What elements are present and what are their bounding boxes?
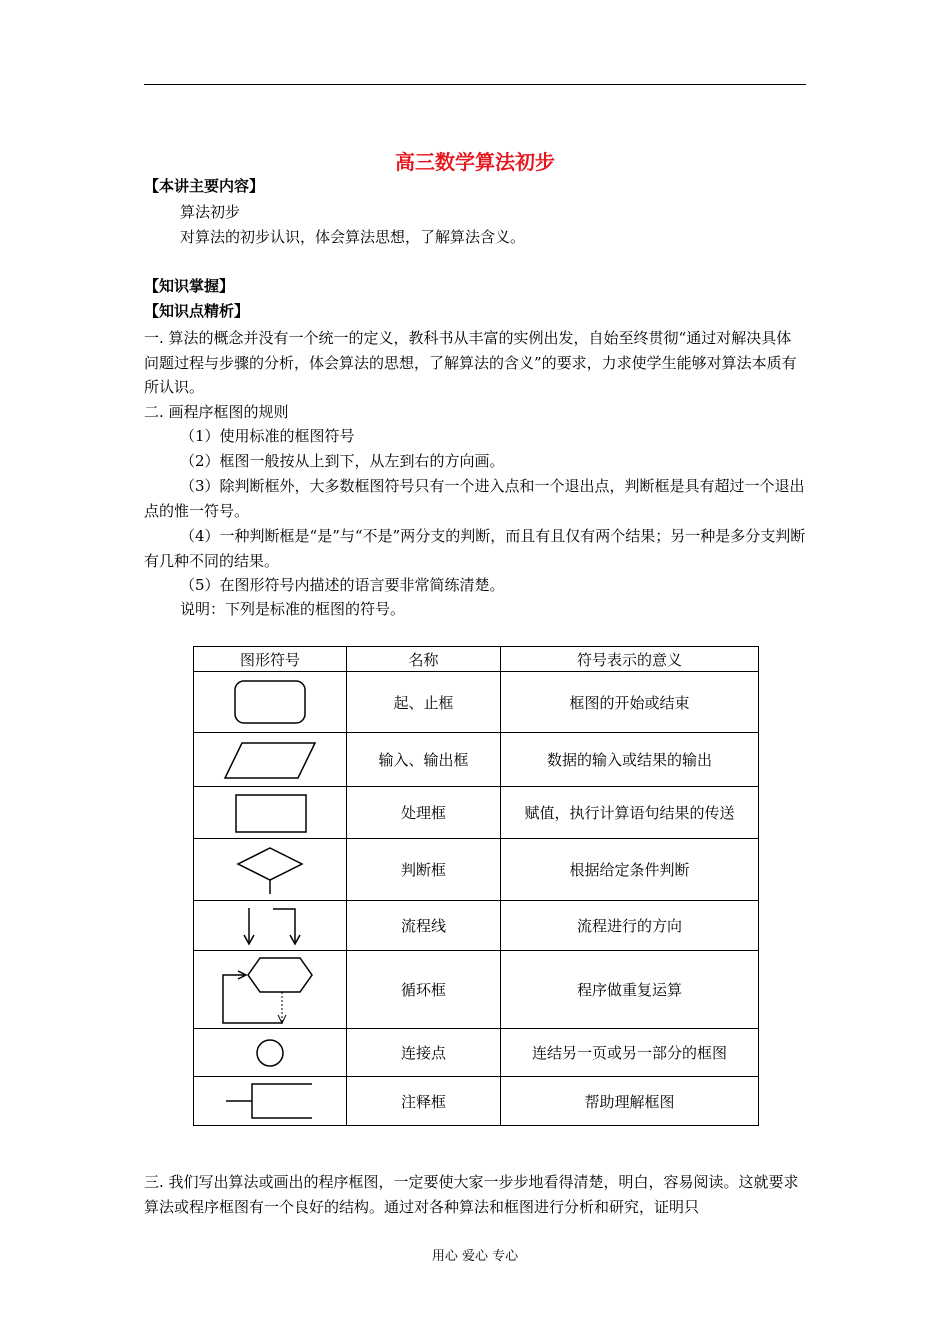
terminal-shape-icon bbox=[194, 672, 347, 733]
rule-2: （2）框图一般按从上到下，从左到右的方向画。 bbox=[180, 452, 505, 470]
table-row bbox=[194, 787, 759, 839]
row-name: 流程线 bbox=[347, 901, 501, 951]
connector-circle-icon bbox=[194, 1029, 347, 1077]
table-row bbox=[194, 839, 759, 901]
content-line-1: 算法初步 bbox=[180, 203, 241, 221]
row-meaning: 赋值，执行计算语句结果的传送 bbox=[501, 787, 759, 839]
diamond-shape-icon bbox=[194, 839, 347, 901]
paragraph-1: 一. 算法的概念并没有一个统一的定义，教科书从丰富的实例出发，自始至终贯彻“通过对解决具体问题过程与步骤的分析，体会算法的思想，了解算法的含义”的要求，力求使学生能够对算法本质有所认识。 bbox=[144, 329, 797, 396]
symbol-note: 说明：下列是标准的框图的符号。 bbox=[180, 600, 406, 618]
header-name: 名称 bbox=[347, 647, 501, 672]
rectangle-shape-icon bbox=[194, 787, 347, 839]
paragraph-2: 二. 画程序框图的规则 bbox=[144, 403, 289, 421]
table-row bbox=[194, 1029, 759, 1077]
page-title: 高三数学算法初步 bbox=[395, 150, 555, 174]
header-rule bbox=[144, 84, 806, 85]
page-footer: 用心 爱心 专心 bbox=[431, 1249, 519, 1264]
row-meaning: 程序做重复运算 bbox=[501, 951, 759, 1029]
knowledge-heading: 【知识掌握】 bbox=[144, 277, 235, 295]
row-name: 起、止框 bbox=[347, 672, 501, 733]
row-meaning: 连结另一页或另一部分的框图 bbox=[501, 1029, 759, 1077]
table-row bbox=[194, 951, 759, 1029]
table-row bbox=[194, 901, 759, 951]
paragraph-3: 三. 我们写出算法或画出的程序框图，一定要使大家一步步地看得清楚，明白，容易阅读。这就要求算法或程序框图有一个良好的结构。通过对各种算法和框图进行分析和研究，证明只 bbox=[144, 1173, 799, 1216]
row-name: 循环框 bbox=[347, 951, 501, 1029]
content-heading: 【本讲主要内容】 bbox=[144, 177, 265, 195]
row-meaning: 框图的开始或结束 bbox=[501, 672, 759, 733]
table-row bbox=[194, 1077, 759, 1126]
content-line-2: 对算法的初步认识，体会算法思想，了解算法含义。 bbox=[180, 228, 526, 246]
row-name: 处理框 bbox=[347, 787, 501, 839]
row-name: 连接点 bbox=[347, 1029, 501, 1077]
flowchart-symbol-table bbox=[193, 646, 759, 1126]
loop-hexagon-icon bbox=[194, 951, 347, 1029]
rule-5: （5）在图形符号内描述的语言要非常简练清楚。 bbox=[180, 576, 505, 594]
table-row bbox=[194, 733, 759, 787]
table-header-row bbox=[194, 647, 759, 672]
row-meaning: 数据的输入或结果的输出 bbox=[501, 733, 759, 787]
parallelogram-shape-icon bbox=[194, 733, 347, 787]
rule-1: （1）使用标准的框图符号 bbox=[180, 427, 355, 445]
row-meaning: 帮助理解框图 bbox=[501, 1077, 759, 1126]
flow-arrows-icon bbox=[194, 901, 347, 951]
row-name: 注释框 bbox=[347, 1077, 501, 1126]
header-symbol: 图形符号 bbox=[194, 647, 347, 672]
table-row bbox=[194, 672, 759, 733]
header-meaning: 符号表示的意义 bbox=[501, 647, 759, 672]
rule-4: （4）一种判断框是“是”与“不是”两分支的判断，而且有且仅有两个结果；另一种是多分支判断有几种不同的结果。 bbox=[144, 527, 806, 570]
row-name: 判断框 bbox=[347, 839, 501, 901]
rule-3: （3）除判断框外，大多数框图符号只有一个进入点和一个退出点，判断框是具有超过一个退出点的惟一符号。 bbox=[144, 477, 805, 520]
annotation-bracket-icon bbox=[194, 1077, 347, 1126]
row-meaning: 根据给定条件判断 bbox=[501, 839, 759, 901]
analysis-heading: 【知识点精析】 bbox=[144, 302, 250, 320]
row-meaning: 流程进行的方向 bbox=[501, 901, 759, 951]
row-name: 输入、输出框 bbox=[347, 733, 501, 787]
